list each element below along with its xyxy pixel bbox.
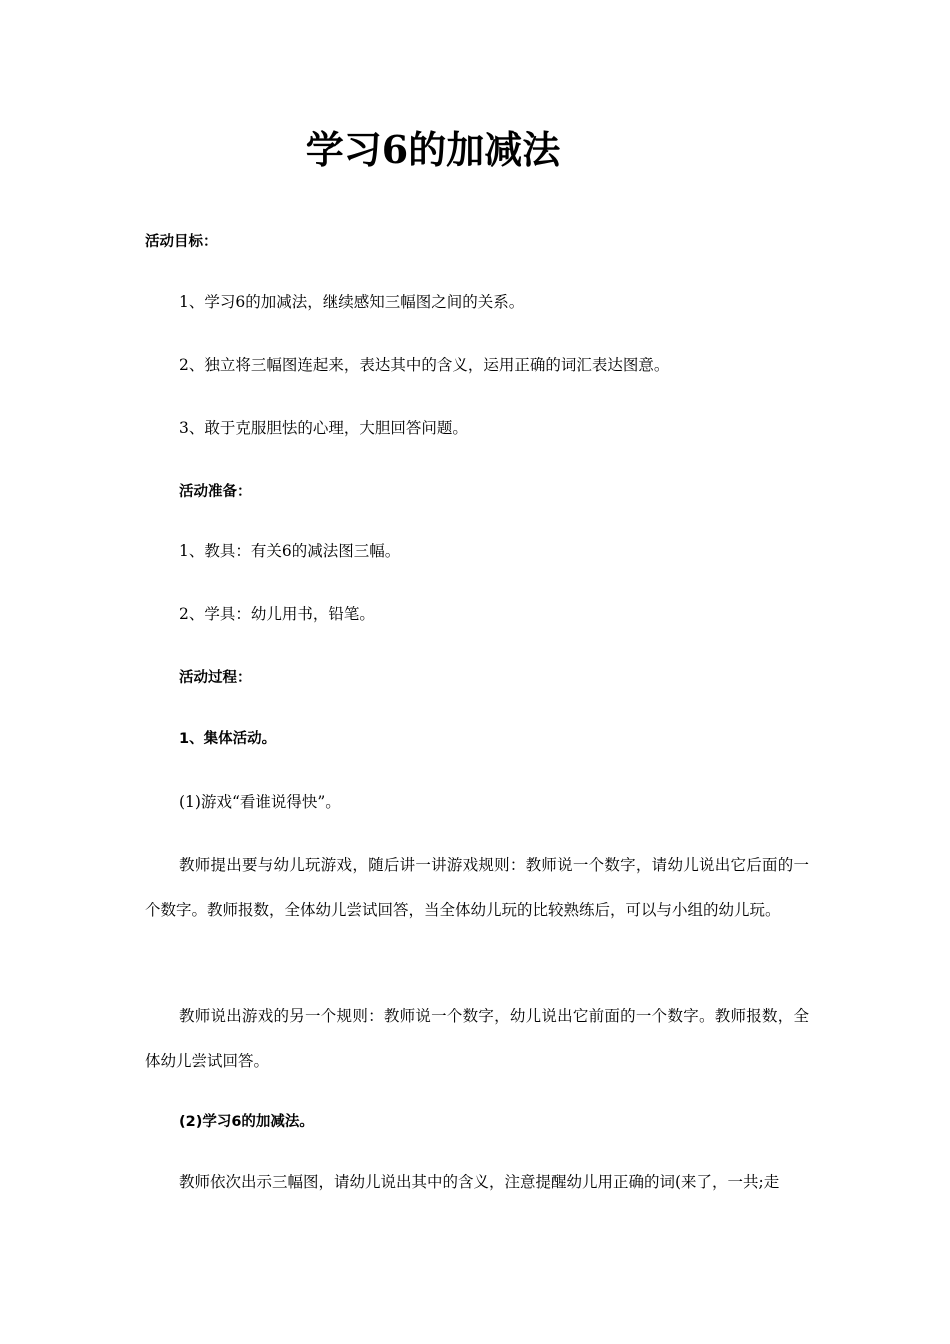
- prep-heading: 活动准备：: [179, 484, 252, 500]
- goal-item-1: 1、学习6的加减法，继续感知三幅图之间的关系。: [179, 293, 525, 311]
- step2-heading: (2)学习6的加减法。: [179, 1114, 314, 1130]
- goal-item-3: 3、敢于克服胆怯的心理，大胆回答问题。: [179, 419, 468, 437]
- process-heading: 活动过程：: [179, 670, 252, 686]
- goal-item-2: 2、独立将三幅图连起来，表达其中的含义，运用正确的词汇表达图意。: [179, 356, 670, 374]
- step1-heading: 1、集体活动。: [179, 731, 277, 747]
- game-title: (1)游戏“看谁说得快”。: [179, 793, 341, 811]
- prep-item-1: 1、教具：有关6的减法图三幅。: [179, 542, 401, 560]
- paragraph-game-rule-2: 教师说出游戏的另一个规则：教师说一个数字，幼儿说出它前面的一个数字。教师报数，全体幼儿尝试回答。: [145, 1007, 809, 1070]
- paragraph-game-rule-1: 教师提出要与幼儿玩游戏，随后讲一讲游戏规则：教师说一个数字，请幼儿说出它后面的一个数字。教师报数，全体幼儿尝试回答，当全体幼儿玩的比较熟练后，可以与小组的幼儿玩。: [145, 856, 809, 919]
- paragraph-step2: 教师依次出示三幅图，请幼儿说出其中的含义，注意提醒幼儿用正确的词(来了，一共;走: [179, 1173, 780, 1191]
- document-title: 学习6的加减法: [305, 127, 561, 172]
- goals-heading: 活动目标：: [145, 234, 218, 250]
- prep-item-2: 2、学具：幼儿用书，铅笔。: [179, 605, 375, 623]
